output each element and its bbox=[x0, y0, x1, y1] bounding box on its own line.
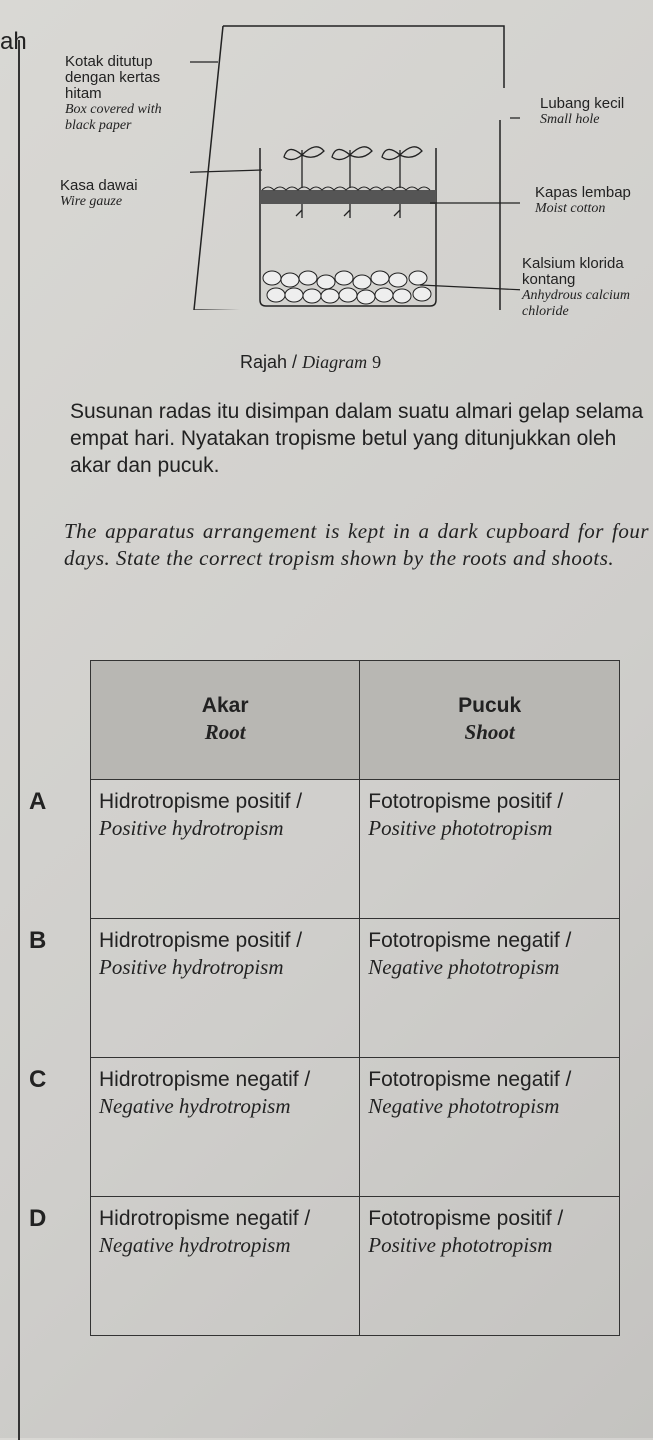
calcium-chloride bbox=[263, 271, 431, 304]
table-row[interactable]: C Hidrotropisme negatif / Negative hydrotropism Fototropisme negatif / Negative phototropism bbox=[91, 1058, 620, 1197]
label-box: Kotak ditutup dengan kertas hitam Box covered with black paper bbox=[65, 53, 162, 133]
table-row[interactable]: A Hidrotropisme positif / Positive hydrotropism Fototropisme positif / Positive phototropism bbox=[91, 780, 620, 919]
option-label: B bbox=[29, 927, 47, 954]
margin-line bbox=[18, 40, 20, 1440]
margin-text: ah bbox=[0, 28, 27, 55]
question-malay: Susunan radas itu disimpan dalam suatu almari gelap selama empat hari. Nyatakan tropisme betul yang ditunjukkan oleh akar dan pucuk. bbox=[70, 400, 644, 477]
option-label: A bbox=[29, 788, 47, 815]
option-label: C bbox=[29, 1066, 47, 1093]
label-cotton: Kapas lembap Moist cotton bbox=[535, 184, 631, 216]
header-shoot: Pucuk Shoot bbox=[360, 661, 620, 780]
diagram-caption: Rajah / Diagram 9 bbox=[240, 352, 382, 372]
moist-cotton bbox=[260, 190, 436, 204]
table-header bbox=[91, 661, 620, 780]
question-english: The apparatus arrangement is kept in a dark cupboard for four days. State the correct tropism shown by the roots and shoots. bbox=[64, 519, 649, 570]
header-root: Akar Root bbox=[91, 661, 360, 780]
label-hole: Lubang kecil Small hole bbox=[540, 95, 625, 127]
apparatus-drawing bbox=[190, 20, 520, 310]
label-calcium-chloride: Kalsium klorida kontang Anhydrous calcium chloride bbox=[522, 255, 630, 319]
seedlings bbox=[284, 147, 422, 218]
label-gauze: Kasa dawai Wire gauze bbox=[60, 177, 138, 209]
option-label: D bbox=[29, 1205, 47, 1232]
table-row[interactable]: B Hidrotropisme positif / Positive hydrotropism Fototropisme negatif / Negative phototropism bbox=[91, 919, 620, 1058]
table-row[interactable]: D Hidrotropisme negatif / Negative hydrotropism Fototropisme positif / Positive phototropism bbox=[91, 1197, 620, 1336]
answer-table bbox=[29, 660, 620, 1336]
